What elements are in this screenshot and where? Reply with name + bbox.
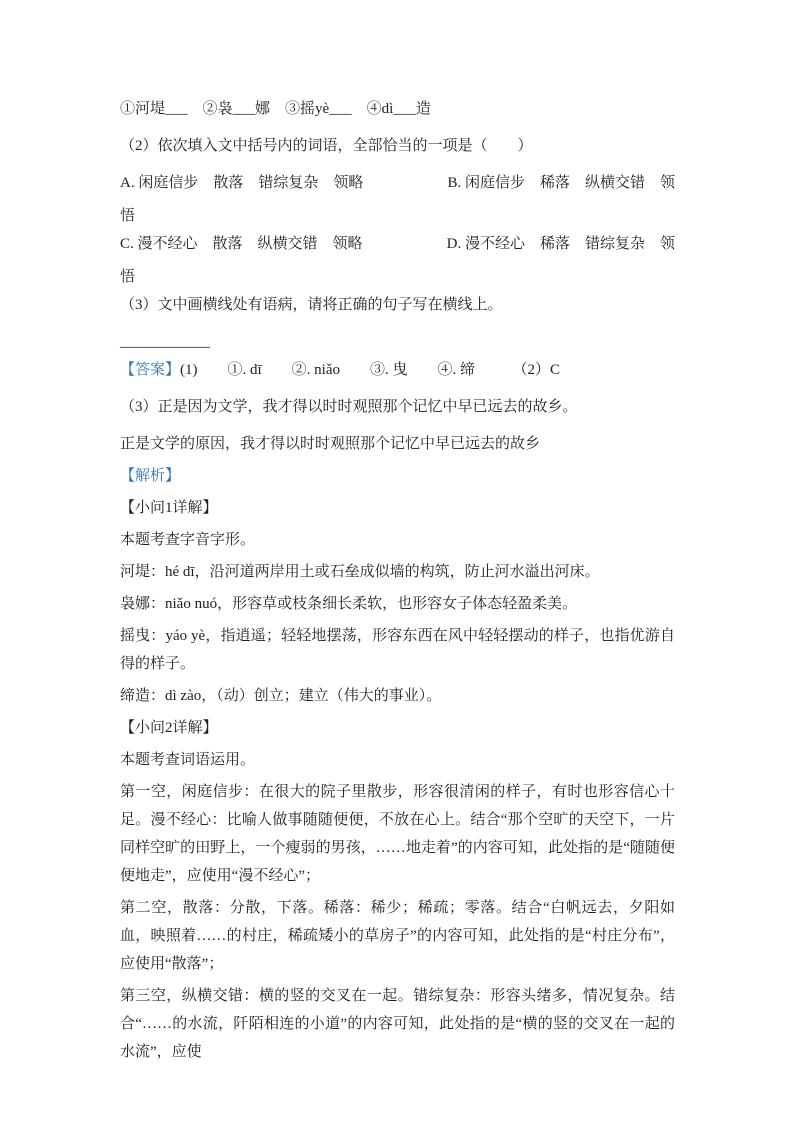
answer-label: 【答案】: [120, 362, 181, 378]
option-d: D. 漫不经心 稀落 错综复杂 领: [446, 236, 675, 252]
answer-q3-corrected: （3）正是因为文学，我才得以时时观照那个记忆中早已远去的故乡。: [120, 399, 578, 415]
answer-q3-original: 正是文学的原因，我才得以时时观照那个记忆中早已远去的故乡: [120, 436, 541, 452]
analysis-blank-3-paragraph: 第三空，纵横交错：横的竖的交叉在一起。错综复杂：形容头绪多，情况复杂。结合“……的水流，阡陌相连的小道”的内容可知，此处指的是“横的竖的交叉在一起的水流”，应使: [120, 988, 675, 1060]
answer-values: (1) ①. dī ②. niǎo ③. 曳 ④. 缔 （2）C: [180, 362, 561, 378]
options-row-ab: [120, 169, 675, 197]
question-3-stem: （3）文中画横线处有语病，请将正确的句子写在横线上。: [120, 297, 503, 313]
subquestion-1-intro: 本题考查字音字形。: [120, 532, 256, 548]
option-c: C. 漫不经心 散落 纵横交错 领略: [120, 236, 363, 252]
definition-hedi: 河堤：hé dī，沿河道两岸用土或石垒成似墙的构筑，防止河水溢出河床。: [120, 564, 600, 580]
definition-yaoye: 摇曳：yáo yè，指逍遥；轻轻地摆荡，形容东西在风中轻轻摆动的样子，也指优游自得的样子。: [120, 628, 675, 672]
subquestion-2-heading: 【小问2详解】: [120, 720, 218, 736]
option-b-hanging-char: 悟: [120, 208, 136, 224]
analysis-heading: [120, 462, 675, 490]
definition-niaonuo: 袅娜：niǎo nuó，形容草或枝条细长柔软，也形容女子体态轻盈柔美。: [120, 596, 578, 612]
option-d-hanging-char: 悟: [120, 269, 136, 285]
subquestion-2-intro: 本题考查词语运用。: [120, 752, 256, 768]
answer-line: [120, 356, 675, 384]
pinyin-blank-line: ①河堤___ ②袅___娜 ③摇yè___ ④dì___造: [120, 101, 431, 117]
subquestion-1-heading: 【小问1详解】: [120, 500, 218, 516]
options-row-cd: [120, 230, 675, 258]
definition-dizao: 缔造：dì zào，（动）创立；建立（伟大的事业）。: [120, 688, 442, 704]
analysis-label: 【解析】: [120, 468, 181, 484]
option-b: B. 闲庭信步 稀落 纵横交错 领: [447, 175, 675, 191]
analysis-blank-1-paragraph: 第一空，闲庭信步：在很大的院子里散步，形容很清闲的样子，有时也形容信心十足。漫不经心：比喻人做事随随便便，不放在心上。结合“那个空旷的天空下，一片同样空旷的田野上，一个瘦弱的男孩，……地走着”的内容可知，此处指的是“随随便便地走”，应使用“漫不经心”；: [120, 784, 675, 884]
analysis-blank-2-paragraph: 第二空，散落：分散，下落。稀落：稀少；稀疏；零落。结合“白帆远去，夕阳如血，映照着……的村庄，稀疏矮小的草房子”的内容可知，此处指的是“村庄分布”，应使用“散落”；: [120, 900, 675, 972]
option-a: A. 闲庭信步 散落 错综复杂 领略: [120, 175, 364, 191]
question-2-stem: （2）依次填入文中括号内的词语，全部恰当的一项是（ ）: [120, 138, 533, 154]
answer-write-blank: ____________: [120, 334, 210, 350]
